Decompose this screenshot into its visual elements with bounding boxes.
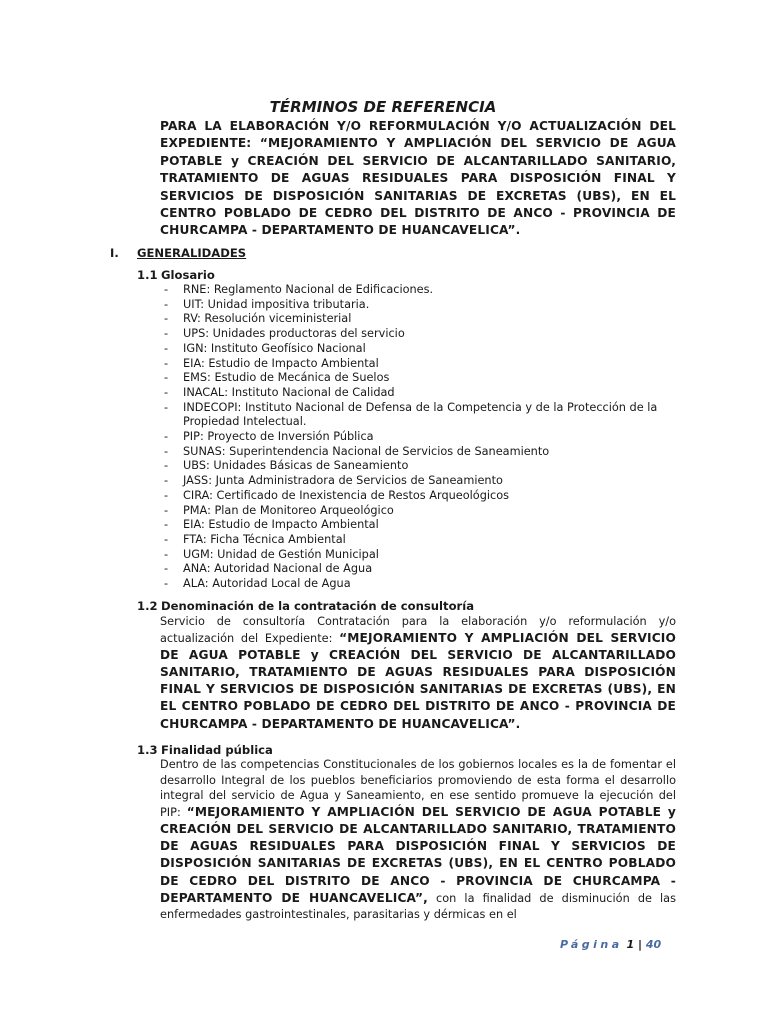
glossary-item: - RNE: Reglamento Nacional de Edificaciones.: [160, 283, 680, 298]
glossary-item: - EMS: Estudio de Mecánica de Suelos: [160, 371, 680, 386]
denominacion-project: “MEJORAMIENTO Y AMPLIACIÓN DEL SERVICIO DE AGUA POTABLE y CREACIÓN DEL SERVICIO DE ALCANTARILLADO SANITARIO, TRATAMIENTO DE AGUAS RESIDUALES PARA DISPOSICIÓN FINAL Y SERVICIOS DE DISPOSICIÓN SANITARIAS DE EXCRETAS (UBS), EN EL CENTRO POBLADO DE CEDRO DEL DISTRITO DE ANCO - PROVINCIA DE CHURCAMPA - DEPARTAMENTO DE HUANCAVELICA”.: [160, 630, 676, 731]
page-separator: |: [638, 938, 643, 951]
glossary-item: - UPS: Unidades productoras del servicio: [160, 327, 680, 342]
glossary-item: - EIA: Estudio de Impacto Ambiental: [160, 357, 680, 372]
glossary-item: - INDECOPI: Instituto Nacional de Defensa de la Competencia y de la Protección de la Propiedad Intelectual.: [160, 401, 680, 430]
glossary-number: 1.1: [137, 268, 158, 282]
glossary-item: - INACAL: Instituto Nacional de Calidad: [160, 386, 680, 401]
glossary-item: - UIT: Unidad impositiva tributaria.: [160, 298, 680, 313]
section-number: I.: [110, 246, 119, 260]
finalidad-intro: Dentro de las competencias Constitucionales de los gobiernos locales es la de fomentar el desarrollo Integral de los pueblos beneficiarios promoviendo de esta forma el desarrollo integral del servicio de Agua y Saneamiento, en ese sentido promueve la ejecución del PIP:: [160, 758, 676, 819]
finalidad-number: 1.3: [137, 743, 158, 757]
glossary-item: - FTA: Ficha Técnica Ambiental: [160, 533, 680, 548]
finalidad-paragraph: [160, 757, 676, 923]
glossary-item: - RV: Resolución viceministerial: [160, 312, 680, 327]
denominacion-number: 1.2: [137, 599, 158, 613]
section-label: GENERALIDADES: [137, 246, 247, 260]
denominacion-title: Denominación de la contratación de consultoría: [161, 599, 475, 613]
glossary-item: - IGN: Instituto Geofísico Nacional: [160, 342, 680, 357]
glossary-item: - UGM: Unidad de Gestión Municipal: [160, 548, 680, 563]
glossary-item: - ALA: Autoridad Local de Agua: [160, 577, 680, 592]
page-number: 1: [626, 938, 635, 951]
glossary-item: - ANA: Autoridad Nacional de Agua: [160, 562, 680, 577]
finalidad-project: “MEJORAMIENTO Y AMPLIACIÓN DEL SERVICIO DE AGUA POTABLE y CREACIÓN DEL SERVICIO DE ALCANTARILLADO SANITARIO, TRATAMIENTO DE AGUAS RESIDUALES PARA DISPOSICIÓN FINAL Y SERVICIOS DE DISPOSICIÓN SANITARIAS DE EXCRETAS (UBS), EN EL CENTRO POBLADO DE CEDRO DEL DISTRITO DE ANCO - PROVINCIA DE CHURCAMPA - DEPARTAMENTO DE HUANCAVELICA”,: [160, 804, 676, 905]
denominacion-paragraph: [160, 614, 676, 733]
denominacion-heading: [137, 599, 474, 613]
glossary-item: - CIRA: Certificado de Inexistencia de Restos Arqueológicos: [160, 489, 680, 504]
glossary-item: - PIP: Proyecto de Inversión Pública: [160, 430, 680, 445]
denominacion-intro: Servicio de consultoría Contratación para la elaboración y/o reformulación y/o actualización del Expediente:: [160, 615, 676, 645]
finalidad-title: Finalidad pública: [161, 743, 273, 757]
finalidad-continuation: con la finalidad de disminución de las enfermedades gastrointestinales, parasitarias y dérmicas en el: [160, 891, 676, 921]
glossary-title: Glosario: [161, 268, 215, 282]
total-pages: 40: [645, 938, 662, 951]
glossary-item: - EIA: Estudio de Impacto Ambiental: [160, 518, 680, 533]
document-subtitle: PARA LA ELABORACIÓN Y/O REFORMULACIÓN Y/O ACTUALIZACIÓN DEL EXPEDIENTE: “MEJORAMIENTO Y AMPLIACIÓN DEL SERVICIO DE AGUA POTABLE y CREACIÓN DEL SERVICIO DE ALCANTARILLADO SANITARIO, TRATAMIENTO DE AGUAS RESIDUALES PARA DISPOSICIÓN FINAL Y SERVICIOS DE DISPOSICIÓN SANITARIAS DE EXCRETAS (UBS), EN EL CENTRO POBLADO DE CEDRO DEL DISTRITO DE ANCO - PROVINCIA DE CHURCAMPA - DEPARTAMENTO DE HUANCAVELICA”.: [160, 119, 676, 238]
section-generalidades: [110, 246, 246, 260]
document-title-text: TÉRMINOS DE REFERENCIA: [269, 98, 497, 116]
finalidad-heading: [137, 743, 273, 757]
glossary-item: - PMA: Plan de Monitoreo Arqueológico: [160, 504, 680, 519]
document-title: [0, 98, 768, 116]
page-word: Página: [560, 938, 623, 951]
glossary-item: - UBS: Unidades Básicas de Saneamiento: [160, 459, 680, 474]
glossary-item: - JASS: Junta Administradora de Servicios de Saneamiento: [160, 474, 680, 489]
glossary-list: [160, 283, 680, 592]
page-footer: [560, 938, 661, 951]
glossary-heading: [137, 268, 215, 282]
glossary-item: - SUNAS: Superintendencia Nacional de Servicios de Saneamiento: [160, 445, 680, 460]
